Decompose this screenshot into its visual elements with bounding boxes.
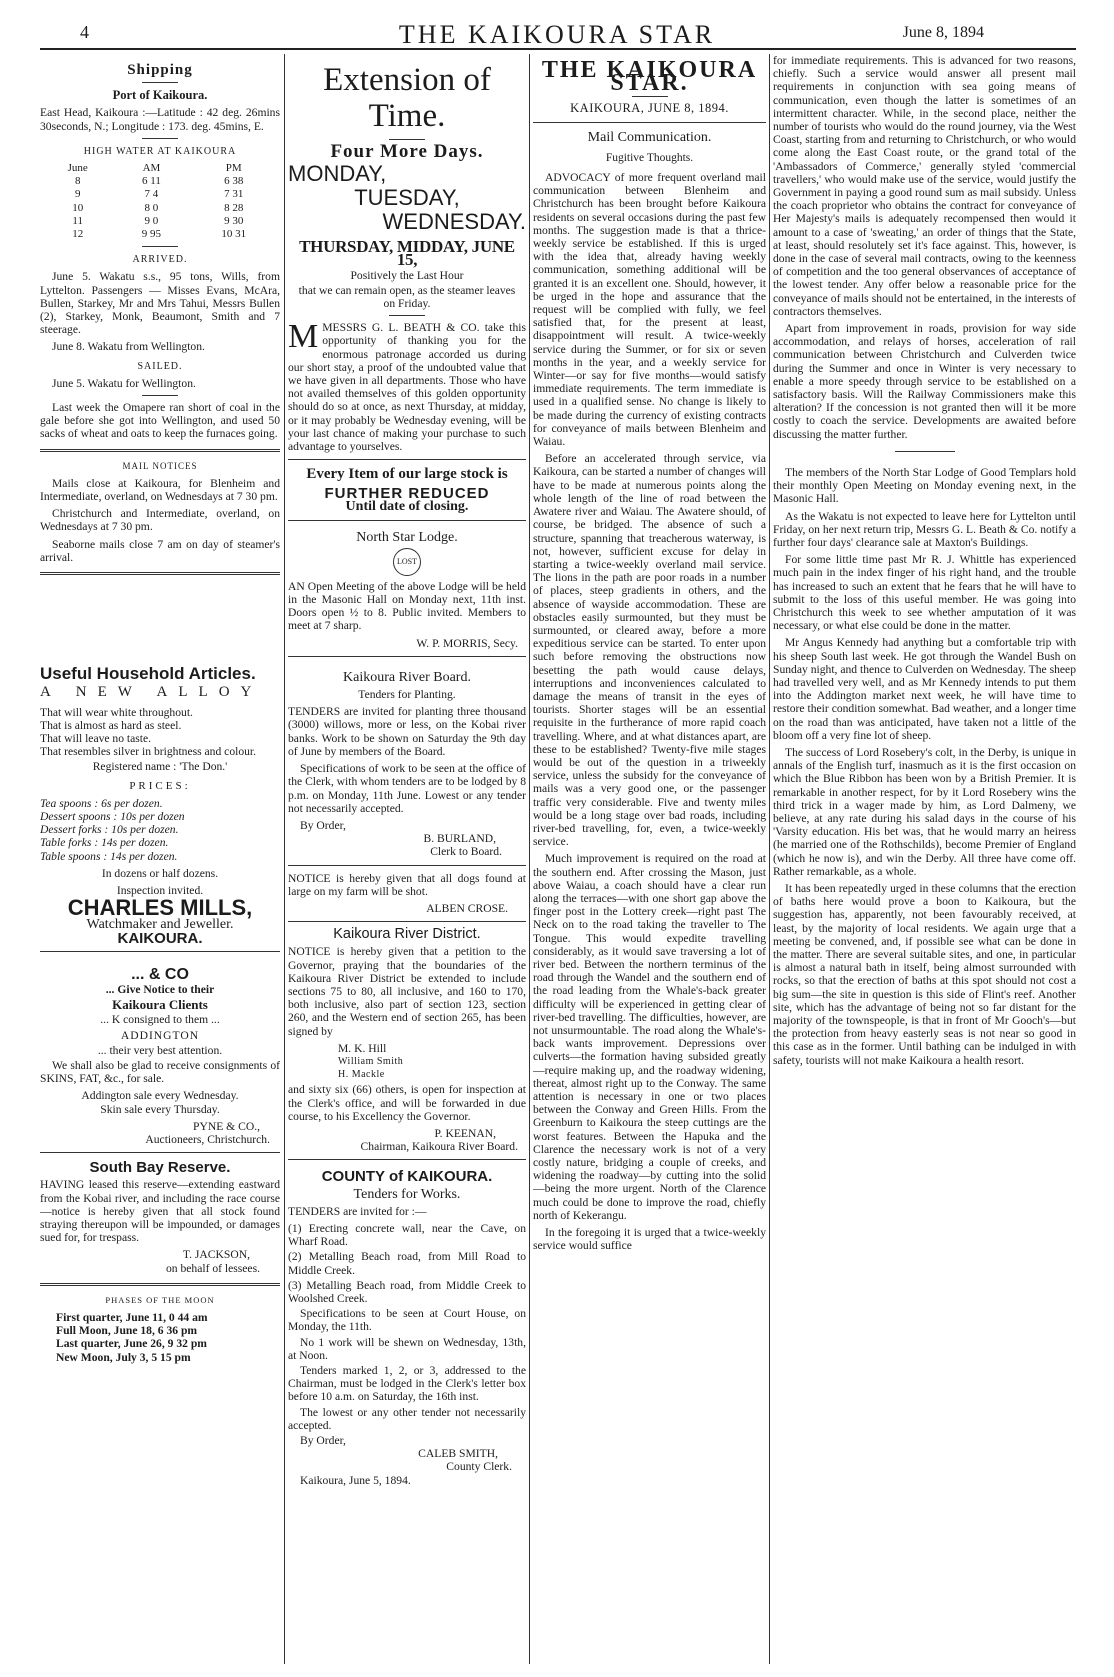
page-number: 4 bbox=[80, 22, 89, 42]
tide-cell: 9 30 bbox=[224, 214, 244, 227]
price-line: Dessert forks : 10s per dozen. bbox=[40, 823, 179, 837]
tide-cell: 10 bbox=[72, 201, 84, 214]
district-notice: and sixty six (66) others, is open for inspection at the Clerk's office, and will be forwarded in due course, to his Excellency the Governor. bbox=[288, 1083, 526, 1123]
south-bay-title: South Bay Reserve. bbox=[89, 1159, 231, 1177]
tide-row bbox=[40, 188, 280, 201]
section-rule bbox=[288, 656, 526, 657]
tide-header-row bbox=[40, 162, 280, 175]
news-item: For some little time past Mr R. J. Whittle has experienced much pain in the index finger of his right hand, and the trouble has increased to such an extent that he fears that he will have to submit to the loss of this useful member. He was going into Christchurch this week to see whether amputation of it was necessary, or what else could be done in the matter. bbox=[773, 553, 1076, 633]
mills-town: KAIKOURA. bbox=[117, 929, 203, 947]
lodge-emblem-label: LOST bbox=[397, 556, 417, 566]
county-intro: TENDERS are invited for :— bbox=[288, 1204, 427, 1218]
divider bbox=[389, 139, 425, 140]
alloy-line: That resembles silver in brightness and colour. bbox=[40, 745, 257, 759]
editorial-paragraph: Before an accelerated through service, via Kaikoura, can be started a number of changes will have to be made at numerous points along the whole length of the line of road between the Awatere river and Waiau. The Awatere should, of course, be bridged. The absence of such a structure, spanning that treacherous waterway, is not, however, sufficient excuse for delay in starting a twice-weekly overland mail service. The lions in the path are poor roads in a number of places, steep gradients in others, and the absence of wayside accommodation. These are obstacles easily surmounted, but they must be surmounted, or cleared away, before a more expeditious service can be started. To enter upon such before removing the obstructions now besetting the path would cause delays, interruptions and inconveniences calculated to damage the means of transit in the eyes of tourists. Shorter stages will be an essential requisite in the furtherance of more rapid coach travelling. Where, and at what distances apart, are these to be established? Twenty-five mile stages would be out of the question in a triweekly service, unless the subsidy for the conveyance of mails was a very good one, or the passenger traffic very considerable. Five and twenty miles would be a long stage over bad roads, including river-bed travelling, for, even, a twice-weekly service. bbox=[533, 452, 766, 849]
price-line: Table spoons : 14s per dozen. bbox=[40, 849, 178, 863]
editorial-subheading: Fugitive Thoughts. bbox=[605, 151, 694, 164]
river-board-subtitle: Tenders for Planting. bbox=[358, 688, 456, 702]
county-work-item: (1) Erecting concrete wall, near the Cave, on Wharf Road. bbox=[288, 1221, 526, 1249]
column-local-news bbox=[773, 54, 1076, 1664]
editorial-paragraph: In the foregoing it is urged that a twice-weekly service would suffice bbox=[533, 1226, 766, 1253]
sailed-title: SAILED. bbox=[137, 360, 183, 372]
river-board-order: By Order, bbox=[300, 818, 346, 832]
county-signature: CALEB SMITH, bbox=[418, 1447, 498, 1461]
tide-cell: 12 bbox=[72, 228, 84, 241]
column-advertisements bbox=[288, 54, 526, 1664]
south-bay-signature: T. JACKSON, bbox=[182, 1248, 250, 1262]
lodge-notice: AN Open Meeting of the above Lodge will be held in the Masonic Hall on Monday next, 11th inst. Doors open ½ to 8. Public invited. Members to meet at 7 sharp. bbox=[288, 579, 526, 633]
column-divider bbox=[284, 54, 285, 1664]
district-notice: NOTICE is hereby given that a petition to the Governor, praying that the boundaries of the Kaikoura River District be extended to include sections 75 to 80, all inclusive, and 160 to 170, both inclusive, also part of section 123, section 260, and the Western end of section 265, has been signed by bbox=[288, 945, 526, 1038]
price-line: Tea spoons : 6s per dozen. bbox=[40, 796, 163, 810]
pyne-addington: ADDINGTON bbox=[120, 1028, 200, 1042]
editorial-dateline: KAIKOURA, JUNE 8, 1894. bbox=[570, 101, 729, 116]
tide-header: June bbox=[67, 162, 88, 175]
county-subtitle: Tenders for Works. bbox=[353, 1186, 461, 1202]
until-closing: Until date of closing. bbox=[345, 499, 469, 515]
mail-notice: Seaborne mails close 7 am on day of steamer's arrival. bbox=[40, 537, 280, 564]
section-rule bbox=[288, 921, 526, 922]
tide-cell: 7 4 bbox=[144, 188, 159, 201]
mail-notices-title: MAIL NOTICES bbox=[122, 460, 198, 471]
moon-phases-title: PHASES OF THE MOON bbox=[105, 1294, 215, 1305]
tide-cell: 6 11 bbox=[142, 175, 161, 188]
pyne-consignments: We shall also be glad to receive consignments of SKINS, FAT, &c., for sale. bbox=[40, 1058, 280, 1086]
district-title: Kaikoura River District. bbox=[333, 926, 481, 943]
section-rule bbox=[533, 122, 766, 123]
news-item: The members of the North Star Lodge of Good Templars hold their monthly Open Meeting on Monday evening next, in the Masonic Hall. bbox=[773, 465, 1076, 506]
river-board-notice: Specifications of work to be seen at the office of the Clerk, with whom tenders are to be lodged by 8 p.m. on Monday, 11th June. Lowest or any tender not necessarily accepted. bbox=[288, 762, 526, 815]
pyne-heading: ... & CO bbox=[131, 965, 189, 983]
extension-title: Extension of Time. bbox=[323, 62, 491, 134]
arrived-title: ARRIVED. bbox=[132, 254, 188, 266]
moon-phase: Full Moon, June 18, 6 36 pm bbox=[56, 1324, 198, 1338]
price-line: Dessert spoons : 10s per dozen bbox=[40, 809, 185, 823]
mail-notice: Mails close at Kaikoura, for Blenheim and Intermediate, overland, on Wednesdays at 7 30 pm. bbox=[40, 476, 280, 504]
dogs-notice: NOTICE is hereby given that all dogs found at large on my farm will be shot. bbox=[288, 871, 526, 898]
tide-row bbox=[40, 228, 280, 241]
beath-notice bbox=[288, 318, 526, 454]
paper-title: THE KAIKOURA STAR bbox=[398, 20, 716, 49]
moon-phase: New Moon, July 3, 5 15 pm bbox=[56, 1350, 191, 1364]
river-board-signature-line: Clerk to Board. bbox=[430, 845, 502, 859]
price-line: Table forks : 14s per dozen. bbox=[40, 836, 169, 850]
lodge-emblem-icon bbox=[393, 548, 421, 576]
pyne-line: ... their very best attention. bbox=[97, 1043, 223, 1057]
pyne-line: ... Give Notice to their bbox=[105, 982, 215, 996]
column-shipping bbox=[40, 54, 280, 1664]
district-signatory: William Smith bbox=[338, 1055, 404, 1067]
district-signatory: H. Mackle bbox=[338, 1069, 385, 1081]
useful-articles-title: Useful Household Articles. bbox=[40, 664, 256, 684]
district-signature-line: Chairman, Kaikoura River Board. bbox=[360, 1140, 518, 1154]
column-divider bbox=[769, 54, 770, 1664]
section-rule bbox=[40, 572, 280, 575]
lodge-signature: W. P. MORRIS, Secy. bbox=[416, 636, 518, 650]
sailed-entry: June 5. Wakatu for Wellington. bbox=[52, 376, 196, 390]
tide-cell: 9 0 bbox=[144, 214, 159, 227]
news-item: Mr Angus Kennedy had anything but a comfortable trip with his sheep South last week. He got through the Wandel Bush on Sunday night, and thence to Culverden on Wednesday. The sheep had travelled very well, and as Mr Kennedy intends to put them into the Addington market next week, he will have time to restore their condition somewhat. Bad weather, and a longer time on the road than was anticipated, have taken not a little of the bloom off a very fine lot of sheep. bbox=[773, 636, 1076, 742]
column-divider bbox=[529, 54, 530, 1664]
news-item: The success of Lord Rosebery's colt, in the Derby, is unique in annals of the English turf, inasmuch as it is the first occasion on which the Blue Ribbon has been won by a British Premier. It is remarkable in another respect, for by it Lord Rosebery wins the third trick in a wager made by him, as Lord Dalmeny, we believe, at any rate during his salad days in the course of his 'Varsity education. His bet was, that he would marry an heiress (he married one of the Rothschilds), become Premier of England (which he now is), and win the Derby. All three have come off. Rather remarkable, as a whole. bbox=[773, 745, 1076, 878]
tide-cell: 11 bbox=[72, 214, 84, 227]
day-tuesday: TUESDAY, bbox=[354, 185, 460, 211]
pyne-line: ... K consigned to them ... bbox=[100, 1013, 220, 1027]
county-signature-line: County Clerk. bbox=[446, 1460, 512, 1474]
section-rule bbox=[288, 459, 526, 460]
moon-phase: Last quarter, June 26, 9 32 pm bbox=[56, 1337, 207, 1351]
county-order: By Order, bbox=[300, 1434, 346, 1448]
arrival-entry: June 5. Wakatu s.s., 95 tons, Wills, from Lyttelton. Passengers — Misses Evans, McAra, Bullen, Starkey, Mr and Mrs Tahui, Messrs Bullen (2), Starkey, Monk, Beaumont, Smith and 7 steerage. bbox=[40, 270, 280, 337]
tide-row bbox=[40, 202, 280, 215]
county-work-item: (2) Metalling Beach road, from Mill Road to Middle Creek. bbox=[288, 1250, 526, 1277]
mills-name: CHARLES MILLS, bbox=[67, 895, 253, 921]
editorial-paragraph: Much improvement is required on the road at the southern end. After crossing the Mason, just above Waiau, a coach should have a clear run along the terraces—with one short gap above the finger post in the Lottery creek—right past The Neck on to the road taking the traveller to The Tongue. This would expedite travelling considerably, as it would save traversing a lot of river bed. Between the northern terminus of the road through the Wandel and the southern end of the road leading from the Whale's-back greater difficulty will be experienced in getting clear of river-bed travelling. The difficulties, however, are not unsurmountable. The road along the Whale's-back wants improvement. Depressions over culverts—the formation having subsided greatly—require making up, and the roadway widening, thereat, almost right up to the Conway. The same attention is necessary in one or two places between the Conway and Green Hills. From the Greenburn to Kaikoura the steep cuttings are the worst features. Between the Hapuka and the Clarence the necessary work is not of a very costly nature, bridging a couple of creeks, and widening the roadway—by cutting into the solid—being the more urgent. North of the Clarence much could be done to improve the road, chiefly north of Kekerangu. bbox=[533, 852, 766, 1222]
south-bay-notice: HAVING leased this reserve—extending eastward from the Kobai river, and including the race course—notice is hereby given that all stock found straying thereupon will be impounded, or damages sued for, for trespass. bbox=[40, 1178, 280, 1245]
dogs-signature: ALBEN CROSE. bbox=[426, 901, 508, 915]
editorial-masthead: THE KAIKOURA STAR. bbox=[541, 57, 758, 97]
pyne-signature: PYNE & CO., bbox=[193, 1119, 260, 1133]
port-title: Port of Kaikoura. bbox=[112, 88, 208, 103]
tide-table bbox=[40, 162, 280, 241]
mills-trade: Watchmaker and Jeweller. bbox=[86, 917, 234, 933]
alloy-line: Registered name : 'The Don.' bbox=[92, 760, 228, 774]
county-spec: Specifications to be seen at Court House, on Monday, the 11th. bbox=[288, 1307, 526, 1334]
beath-notice-text: MESSRS G. L. BEATH & CO. take this opportunity of thanking you for the enormous patronage accorded us during our short stay, a proof of the undoubted value that we have given in all departments. Those who have not availed themselves of this golden opportunity should do so at once, as next Thursday, at midday, or it may probably be Wednesday evening, will be your last chance of making your purchase to such advantage to yourselves. bbox=[288, 321, 526, 454]
divider bbox=[632, 96, 668, 97]
steamer-line: that we can remain open, as the steamer leaves on Friday. bbox=[298, 283, 516, 311]
county-work-item: (3) Metalling Beach road, from Middle Creek to Woolshed Creek. bbox=[288, 1278, 526, 1305]
alloy-line: That is almost as hard as steel. bbox=[40, 718, 182, 732]
port-location: East Head, Kaikoura :—Latitude : 42 deg. 26mins 30seconds, N.; Longitude : 173. deg. 45mins, E. bbox=[40, 106, 280, 133]
section-rule bbox=[288, 1159, 526, 1160]
divider bbox=[142, 395, 178, 396]
alloy-line: That will leave no taste. bbox=[40, 731, 152, 745]
district-signatory: M. K. Hill bbox=[338, 1041, 387, 1055]
county-title: COUNTY of KAIKOURA. bbox=[321, 1168, 493, 1186]
county-tender-rules: Tenders marked 1, 2, or 3, addressed to the Chairman, must be lodged in the Clerk's letter box before 10 a.m. on Saturday, the 16th inst. bbox=[288, 1364, 526, 1404]
closing-day: THURSDAY, MIDDAY, JUNE 15, bbox=[299, 237, 515, 270]
county-date: Kaikoura, June 5, 1894. bbox=[300, 1473, 411, 1487]
editorial-continued: for immediate requirements. This is advanced for two reasons, chiefly. Such a service would answer all present mail requirements in conjunction with sea going means of communication, even though the latter is sometimes of an intermittent character. While, in the second place, neither the number of tourists who would do the round journey, via the West Coast, starting from and returning to Christchurch, or who would come along the East Coast route, or the grand total of the 'Ambassadors of Commerce,' generally styled 'commercial travellers,' who would make use of the service, would justify the Government in paying a good round sum as mail subsidy. Unless the coach proprietor who obtains the contract for conveyance of Her Majesty's mails is adequately recompensed then would it amount to a case of 'sweating,' an order of things that the State, at least, should resolutely set it's face against. This, however, is done in the case of several mail contracts, owing to the keenness of competition and the too general observances of acceptance of the lowest tender. Any offer below a reasonable price for the conveyance of mails should not be entertained, in the interests of contractors themselves. bbox=[773, 54, 1076, 318]
editorial-heading: Mail Communication. bbox=[587, 129, 712, 145]
divider bbox=[142, 246, 178, 247]
divider bbox=[895, 451, 955, 452]
district-signature: P. KEENAN, bbox=[434, 1126, 496, 1140]
masthead bbox=[0, 0, 1114, 48]
pyne-clients: Kaikoura Clients bbox=[112, 997, 208, 1013]
tide-cell: 9 bbox=[74, 188, 81, 201]
new-alloy-heading: A NEW ALLOY bbox=[40, 684, 263, 701]
south-bay-signature-line: on behalf of lessees. bbox=[165, 1261, 260, 1275]
editorial-continued: Apart from improvement in roads, provision for way side accommodation, and relays of horses, acceleration of rail communication between Christchurch and Culverden twice during the Summer and once in Winter is very necessary to enable a more speedy through service to be established on a satisfactory basis. Will the Railway Commissioners make this alteration? If the concession is not granted then will it be more costly to coach the service. Developments are awaited before discussing the matter further. bbox=[773, 322, 1076, 441]
news-item: It has been repeatedly urged in these columns that the erection of baths here would prove a boon to Kaikoura, but the suggestion has, apparently, not been favourably received, at least, by the majority of local residents. We again urge that a meeting be convened, and, if possible see what can be done in the matter. There are several suitable sites, and one, in particular is almost a natural bath in itself, being almost surrounded with rocks, so that the erection of baths at this spot should not cost a big sum—the site in question is this side of Flint's reef. Another site, which has the advantage of being not so far distant for the majority of the townspeople, is that in front of Mr Gooch's—but the protection from heavy easterly seas is not near so good in this case as in the former. Until bathing can be indulged in with safety, tourists will not make Kaikoura a health resort. bbox=[773, 881, 1076, 1067]
county-lowest: The lowest or any other tender not necessarily accepted. bbox=[288, 1405, 526, 1432]
last-hour: Positively the Last Hour bbox=[350, 268, 464, 282]
moon-phase: First quarter, June 11, 0 44 am bbox=[56, 1311, 208, 1325]
divider bbox=[142, 82, 178, 83]
section-rule bbox=[288, 520, 526, 521]
omapere-item: Last week the Omapere ran short of coal in the gale before she got into Wellington, and used 50 sacks of wheat and oats to keep the furnaces going. bbox=[40, 401, 280, 441]
arrival-entry: June 8. Wakatu from Wellington. bbox=[52, 340, 205, 354]
section-rule bbox=[40, 449, 280, 452]
tide-cell: 8 28 bbox=[224, 201, 244, 214]
section-rule bbox=[40, 1283, 280, 1286]
alloy-line: That will wear white throughout. bbox=[40, 705, 193, 719]
news-item: As the Wakatu is not expected to leave here for Lyttelton until Friday, on her next return trip, Messrs G. L. Beath & Co. notify a further four days' clearance sale at Maxton's Buildings. bbox=[773, 509, 1076, 549]
tide-cell: 8 0 bbox=[144, 201, 159, 214]
day-monday: MONDAY, bbox=[288, 161, 387, 187]
tide-header: AM bbox=[142, 162, 161, 175]
lodge-title: North Star Lodge. bbox=[356, 529, 458, 545]
tide-header: PM bbox=[225, 162, 242, 175]
inspection-line: Inspection invited. bbox=[116, 883, 204, 897]
section-rule bbox=[40, 1152, 280, 1153]
tide-cell: 7 31 bbox=[224, 188, 244, 201]
divider bbox=[142, 138, 178, 139]
section-rule bbox=[288, 865, 526, 866]
tide-title: HIGH WATER AT KAIKOURA bbox=[83, 145, 237, 157]
dropcap-m: M bbox=[288, 318, 319, 356]
river-board-signature: B. BURLAND, bbox=[423, 832, 496, 846]
prices-title: PRICES: bbox=[129, 779, 191, 792]
further-reduced: FURTHER REDUCED bbox=[324, 485, 490, 503]
mail-notice: Christchurch and Intermediate, overland, on Wednesdays at 7 30 pm. bbox=[40, 507, 280, 534]
county-work-shown: No 1 work will be shewn on Wednesday, 13th, at Noon. bbox=[288, 1335, 526, 1362]
section-rule bbox=[40, 951, 280, 952]
tide-row bbox=[40, 215, 280, 228]
tide-cell: 10 31 bbox=[221, 228, 247, 241]
tide-cell: 9 95 bbox=[141, 228, 162, 241]
column-editorial bbox=[533, 54, 766, 1664]
shipping-title: Shipping bbox=[127, 62, 193, 78]
pyne-sale: Skin sale every Thursday. bbox=[100, 1102, 220, 1116]
editorial-paragraph: ADVOCACY of more frequent overland mail communication between Blenheim and Christchurch has been brought before Kaikoura residents on several occasions during the past few months. The suggestion made is that a thrice-weekly service be established. If this is urged with the idea that, already having weekly communication, something additional will be granted it is an excellent one. Should, however, it be urged in the hope and assurance that the request will be complied with fully, we feel satisfied that, for the present at least, disappointment will result. A twice-weekly service during the Summer, or for six or seven months in the year, and a weekly service for Winter—or say for five months—would satisfy immediate requirements. The term immediate is used in a qualified sense. No change is likely to be made during the currency of existing contracts for conveyance of mails between Blenheim and Waiau. bbox=[533, 171, 766, 449]
tide-row bbox=[40, 175, 280, 188]
four-days: Four More Days. bbox=[330, 141, 484, 162]
day-wednesday: WEDNESDAY. bbox=[382, 209, 526, 235]
river-board-notice: TENDERS are invited for planting three thousand (3000) willows, more or less, on the Kobai river banks. Work to be shown on Saturday the 9th day of June by members of the Board. bbox=[288, 705, 526, 758]
divider bbox=[389, 315, 425, 316]
river-board-title: Kaikoura River Board. bbox=[343, 669, 471, 685]
tide-cell: 8 bbox=[74, 175, 81, 188]
pyne-sale: Addington sale every Wednesday. bbox=[81, 1089, 239, 1103]
dozens-line: In dozens or half dozens. bbox=[101, 866, 219, 880]
tide-cell: 6 38 bbox=[224, 175, 244, 188]
issue-date: June 8, 1894 bbox=[902, 24, 984, 41]
pyne-signature-line: Auctioneers, Christchurch. bbox=[145, 1132, 270, 1146]
masthead-rule bbox=[40, 48, 1076, 50]
every-item: Every Item of our large stock is bbox=[306, 466, 508, 483]
